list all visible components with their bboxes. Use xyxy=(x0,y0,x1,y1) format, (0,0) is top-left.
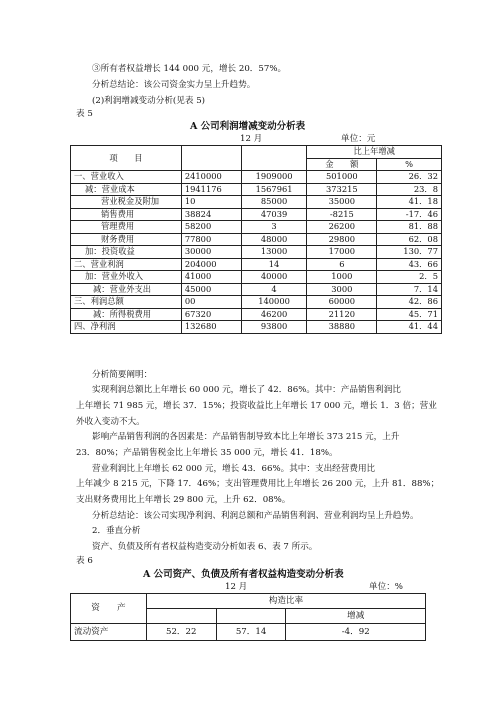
text-line: 营业利润比上年增长 62 000 元，增长 43．66%。其中：支出经营费用比 xyxy=(92,464,376,474)
cell: -8215 xyxy=(307,208,377,221)
cell: 130．77 xyxy=(377,246,442,259)
row-label: 管理费用 xyxy=(71,221,182,234)
text-line: 上年增长 71 985 元，增长 37．15%；投资收益比上年增长 17 000 元，增长 1．3 倍；营业 xyxy=(76,401,437,411)
cell: 41000 xyxy=(181,271,241,284)
text-line: 分析简要阐明： xyxy=(92,370,153,380)
row-label: 二、营业利润 xyxy=(71,258,182,271)
cell: 2．5 xyxy=(377,271,442,284)
cell: 132680 xyxy=(181,321,241,334)
text-line: ③所有者权益增长 144 000 元，增长 20．57%。 xyxy=(92,64,287,74)
cell: 43．66 xyxy=(377,258,442,271)
table-row xyxy=(71,308,442,321)
text-line: 支出财务费用比上年增长 29 800 元，上升 62．08%。 xyxy=(76,495,291,505)
cell: 45．71 xyxy=(377,308,442,321)
cell: 501000 xyxy=(307,171,377,184)
cell: 1941176 xyxy=(181,183,241,196)
cell: 23．8 xyxy=(377,183,442,196)
cell: 21120 xyxy=(307,308,377,321)
row-label: 加：投资收益 xyxy=(71,246,182,259)
text-line: 实现利润总额比上年增长 60 000 元，增长了 42．86%。其中：产品销售利润比 xyxy=(92,385,401,395)
cell: 29800 xyxy=(307,233,377,246)
cell: 41．18 xyxy=(377,196,442,209)
cell: 13000 xyxy=(241,246,307,259)
cell: 14 xyxy=(241,258,307,271)
cell: 140000 xyxy=(241,296,307,309)
cell: 2410000 xyxy=(181,171,241,184)
cell: 77800 xyxy=(181,233,241,246)
table-label: 表 5 xyxy=(76,109,93,119)
text-line: 分析总结论：该公司实现净利润、利润总额和产品销售利润、营业利润均呈上升趋势。 xyxy=(92,511,419,521)
cell: 17000 xyxy=(307,246,377,259)
cell: 38824 xyxy=(181,208,241,221)
table-row xyxy=(71,221,442,234)
table-row xyxy=(71,183,442,196)
cell: 1567961 xyxy=(241,183,307,196)
cell: 48000 xyxy=(241,233,307,246)
cell: 42．86 xyxy=(377,296,442,309)
cell: 93800 xyxy=(241,321,307,334)
header-item: 资 产 xyxy=(71,594,147,624)
table-row xyxy=(71,283,442,296)
cell: 81．88 xyxy=(377,221,442,234)
cell: 26200 xyxy=(307,221,377,234)
table-month: 12 月 xyxy=(240,134,263,144)
row-label: 流动资产 xyxy=(71,624,147,641)
header-change: 增减 xyxy=(286,609,426,624)
cell: 58200 xyxy=(181,221,241,234)
table-label: 表 6 xyxy=(76,556,93,566)
row-label: 四、净利润 xyxy=(71,321,182,334)
header-amount: 金 额 xyxy=(307,158,377,171)
cell: 1000 xyxy=(307,271,377,284)
cell: 57．14 xyxy=(216,624,286,641)
text-line: (2)利润增减变动分析(见表 5) xyxy=(92,96,206,106)
cell: 3 xyxy=(241,221,307,234)
cell: 85000 xyxy=(241,196,307,209)
cell: 60000 xyxy=(307,296,377,309)
cell: 41．44 xyxy=(377,321,442,334)
header-structure: 构造比率 xyxy=(146,594,425,609)
row-label: 减：所得税费用 xyxy=(71,308,182,321)
row-label: 减：营业外支出 xyxy=(71,283,182,296)
table-row xyxy=(71,246,442,259)
row-label: 财务费用 xyxy=(71,233,182,246)
cell: -4．92 xyxy=(286,624,426,641)
text-line: 分析总结论：该公司资金实力呈上升趋势。 xyxy=(92,80,256,90)
cell: 00 xyxy=(181,296,241,309)
cell: 62．08 xyxy=(377,233,442,246)
cell: 67320 xyxy=(181,308,241,321)
cell: 45000 xyxy=(181,283,241,296)
profit-change-table xyxy=(70,145,442,334)
cell: 46200 xyxy=(241,308,307,321)
table-row xyxy=(71,171,442,184)
cell: 40000 xyxy=(241,271,307,284)
cell: 26．32 xyxy=(377,171,442,184)
cell: 30000 xyxy=(181,246,241,259)
text-line: 影响产品销售利润的各因素是：产品销售制导致本比上年增长 373 215 元，上升 xyxy=(92,432,400,442)
table-unit: 单位：元 xyxy=(341,134,376,144)
cell: 38880 xyxy=(307,321,377,334)
cell: 373215 xyxy=(307,183,377,196)
row-label: 减：营业成本 xyxy=(71,183,182,196)
text-line: 资产、负债及所有者权益构造变动分析如表 6、表 7 所示。 xyxy=(92,542,318,552)
table-row xyxy=(71,624,426,641)
row-label: 销售费用 xyxy=(71,208,182,221)
text-line: 2．垂直分析 xyxy=(92,526,141,536)
table-row xyxy=(71,321,442,334)
text-line: 外收入变动不大。 xyxy=(76,417,145,427)
table-unit: 单位：% xyxy=(369,582,403,592)
row-label: 一、营业收入 xyxy=(71,171,182,184)
cell: 6 xyxy=(307,258,377,271)
table-row xyxy=(71,271,442,284)
table-row xyxy=(71,208,442,221)
cell: 52．22 xyxy=(146,624,216,641)
table-row xyxy=(71,258,442,271)
structure-change-table xyxy=(70,593,426,641)
cell: 204000 xyxy=(181,258,241,271)
header-compare: 比上年增减 xyxy=(307,146,442,159)
header-pct: % xyxy=(377,158,442,171)
table-title: A 公司利润增减变动分析表 xyxy=(190,121,306,132)
row-label: 营业税金及附加 xyxy=(71,196,182,209)
text-line: 23．80%；产品销售税金比上年增长 35 000 元，增长 41．18%。 xyxy=(76,448,338,458)
table-month: 12 月 xyxy=(225,582,248,592)
header-item: 项 目 xyxy=(71,146,182,171)
table-row xyxy=(71,233,442,246)
cell: 10 xyxy=(181,196,241,209)
cell: 3000 xyxy=(307,283,377,296)
cell: 1909000 xyxy=(241,171,307,184)
text-line: 上年减少 8 215 元，下降 17．46%；支出管理费用比上年增长 26 200 元，上升 81．88%； xyxy=(76,479,440,489)
table-title: A 公司资产、负债及所有者权益构造变动分析表 xyxy=(143,569,344,580)
cell: -17．46 xyxy=(377,208,442,221)
table-row xyxy=(71,196,442,209)
table-row xyxy=(71,296,442,309)
row-label: 三、利润总额 xyxy=(71,296,182,309)
cell: 4 xyxy=(241,283,307,296)
cell: 7．14 xyxy=(377,283,442,296)
cell: 47039 xyxy=(241,208,307,221)
cell: 35000 xyxy=(307,196,377,209)
row-label: 加：营业外收入 xyxy=(71,271,182,284)
